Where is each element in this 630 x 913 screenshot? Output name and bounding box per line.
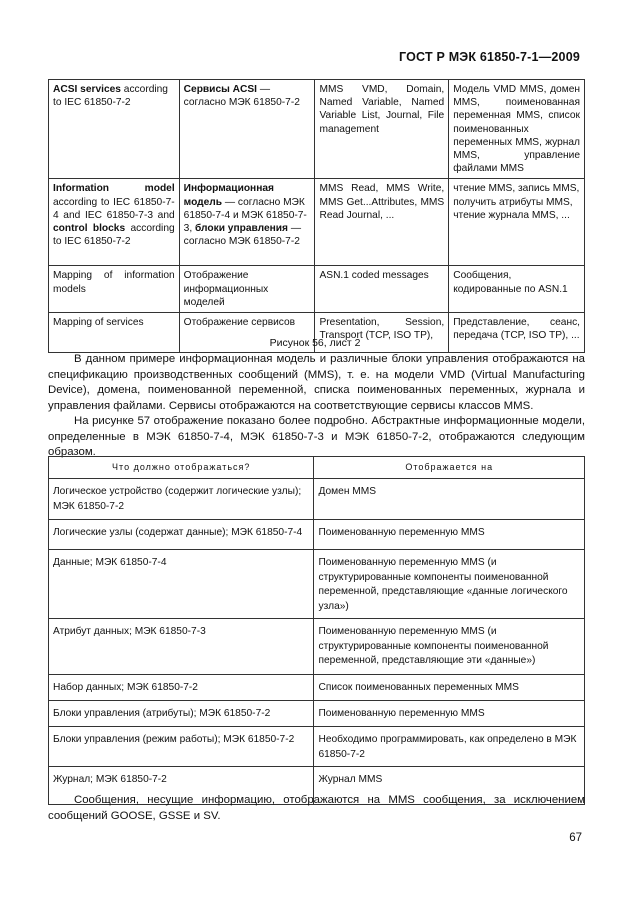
table-cell: Журнал; МЭК 61850-7-2 [49,767,314,805]
table-row [49,179,585,266]
table-cell: Логические узлы (содержат данные); МЭК 61850-7-4 [49,520,314,550]
table-cell: Поименованную переменную MMS [314,520,585,550]
figure-56-table [48,79,585,353]
figure-caption: Рисунок 56, лист 2 [269,337,361,349]
table-cell: Сервисы ACSI — согласно МЭК 61850-7-2 [179,80,315,179]
table-cell: Отображение сервисов [179,313,315,353]
table-cell: Информационная модель — согласно МЭК 61850-7-4 и МЭК 61850-7-3, блоки управления — согласно МЭК 61850-7-2 [179,179,315,266]
table-row [49,520,585,550]
column-header: Отображается на [314,457,585,479]
table-cell: Mapping of information models [49,266,180,313]
table-cell: Домен MMS [314,479,585,520]
table-cell: Mapping of services [49,313,180,353]
table-cell: Поименованную переменную MMS (и структурированные компоненты поименованной переменной, представляющие эти «данные») [314,619,585,675]
table-cell: MMS VMD, Domain, Named Variable, Named Variable List, Journal, File management [315,80,449,179]
paragraph: В данном примере информационная модель и различные блоки управления отображаются на спецификацию производственных сообщений (MMS), т. е. на модели VMD (Virtual Manufacturing Device), домена, поименованной переменной, списка поименованных переменных, журнала и управления файлами. Сервисы отображаются на соответствующие сервисы классов MMS. [48,353,585,412]
table-cell: Журнал MMS [314,767,585,805]
table-cell: Набор данных; МЭК 61850-7-2 [49,675,314,701]
table-cell: MMS Read, MMS Write, MMS Get...Attributes, MMS Read Journal, ... [315,179,449,266]
table-cell: Поименованную переменную MMS [314,701,585,727]
document-header-title: ГОСТ Р МЭК 61850-7-1—2009 [399,50,580,64]
table-row [49,675,585,701]
table-cell: ACSI services according to IEC 61850-7-2 [49,80,180,179]
table-cell: Information model according to IEC 61850-7-4 and IEC 61850-7-3 and control blocks according to IEC 61850-7-2 [49,179,180,266]
paragraph: Сообщения, несущие информацию, отображаются на MMS сообщения, за исключением сообщений GOOSE, GSSE и SV. [48,794,585,822]
table-cell: Поименованную переменную MMS (и структурированные компоненты поименованной переменной, представляющие «данные логического узла») [314,550,585,619]
page-number: 67 [569,832,582,844]
table-cell: Данные; МЭК 61850-7-4 [49,550,314,619]
table-cell: Логическое устройство (содержит логические узлы); МЭК 61850-7-2 [49,479,314,520]
table-header-row [49,457,585,479]
column-header: Что должно отображаться? [49,457,314,479]
mapping-table [48,456,585,805]
table-row [49,727,585,767]
table-row [49,701,585,727]
table-cell: Сообщения, кодированные по ASN.1 [449,266,585,313]
table-cell: Блоки управления (атрибуты); МЭК 61850-7-2 [49,701,314,727]
table-cell: Отображение информационных моделей [179,266,315,313]
table-cell: Представление, сеанс, передача (TCP, ISO TP), ... [449,313,585,353]
table-cell: Список поименованных переменных MMS [314,675,585,701]
table-row [49,80,585,179]
table-row [49,619,585,675]
table-row [49,479,585,520]
table-cell: ASN.1 coded messages [315,266,449,313]
table-cell: Модель VMD MMS, домен MMS, поименованная переменная MMS, список поименованных переменных MMS, журнал MMS, управление файлами MMS [449,80,585,179]
table-row [49,266,585,313]
table-cell: Необходимо программировать, как определено в МЭК 61850-7-2 [314,727,585,767]
table-cell: Атрибут данных; МЭК 61850-7-3 [49,619,314,675]
table-cell: Presentation, Session, Transport (TCP, ISO TP), [315,313,449,353]
table-cell: чтение MMS, запись MMS, получить атрибуты MMS, чтение журнала MMS, ... [449,179,585,266]
paragraph: На рисунке 57 отображение показано более подробно. Абстрактные информационные модели, определенные в МЭК 61850-7-4, МЭК 61850-7-3 и МЭК 61850-7-2, отображаются следующим образом. [48,415,585,458]
table-cell: Блоки управления (режим работы); МЭК 61850-7-2 [49,727,314,767]
table-row [49,550,585,619]
